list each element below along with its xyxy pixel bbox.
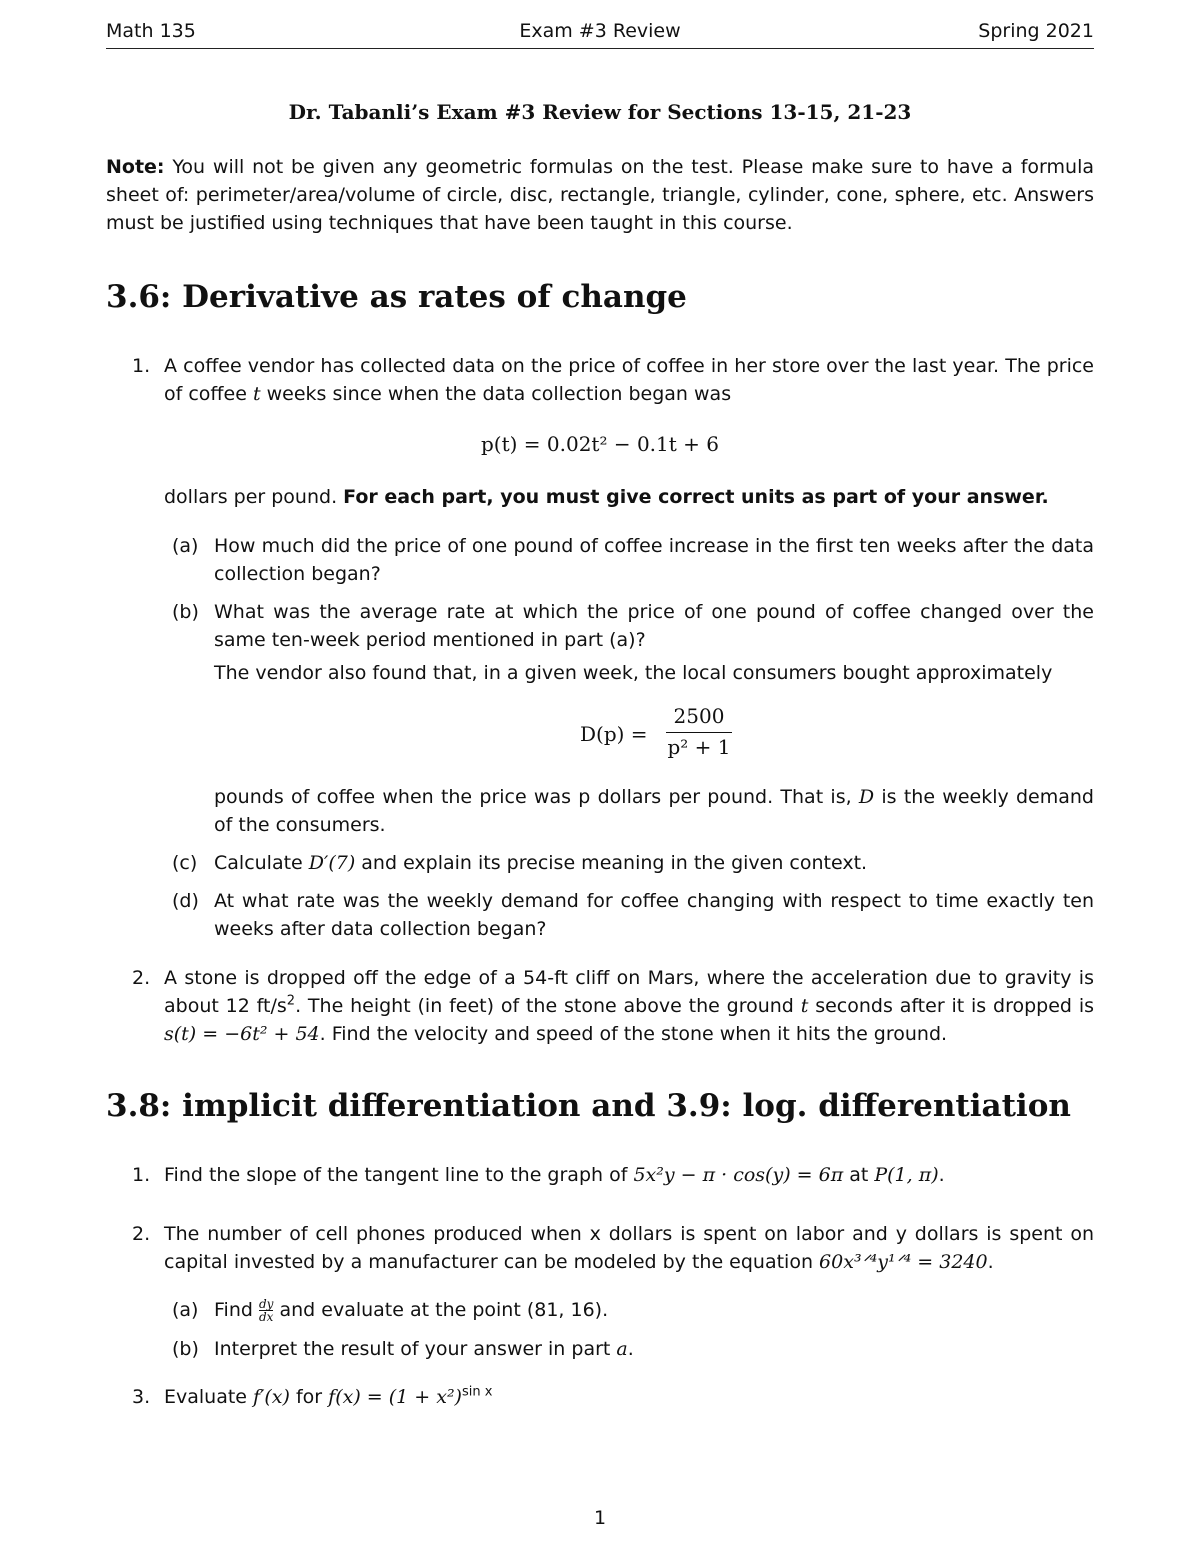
units-plain: dollars per pound. [164, 486, 344, 508]
running-header [106, 18, 1094, 49]
part-label: (b) [172, 1338, 199, 1360]
header-title: Exam #3 Review [519, 20, 681, 42]
price-equation: p(t) = 0.02t² − 0.1t + 6 [480, 432, 720, 456]
problem-3-8-3 [106, 1383, 1094, 1411]
production-expr: 60x³ᐟ⁴y¹ᐟ⁴ = 3240 [819, 1251, 988, 1273]
part-label: (d) [172, 890, 199, 912]
problem-number: 3. [132, 1386, 151, 1408]
phones-text-post: . [987, 1251, 994, 1273]
problem-3-6-2 [106, 964, 1094, 1048]
part-label: (a) [172, 1299, 199, 1321]
pounds-paragraph [214, 783, 1094, 839]
pounds-text-b: is the weekly demand of the consumers. [214, 786, 1094, 836]
demand-lhs: D(p) = [580, 722, 648, 746]
stone-text-b: . The height (in feet) of the stone above the ground [295, 995, 801, 1017]
section-heading-3-8: 3.8: implicit differentiation and 3.9: log. differentiation [106, 1088, 1071, 1124]
part-1b [106, 598, 1094, 654]
problem-3-6-1 [106, 352, 1094, 408]
problem-number: 2. [132, 967, 151, 989]
part-1d [106, 887, 1094, 943]
fraction-bar [666, 732, 732, 733]
vendor-paragraph: The vendor also found that, in a given week, the local consumers bought approximately [214, 662, 1053, 684]
stone-text-d: . Find the velocity and speed of the stone when it hits the ground. [319, 1023, 948, 1045]
exponent: sin x [461, 1384, 493, 1400]
evaluate-text-pre: Evaluate [164, 1386, 254, 1408]
phones-text: The number of cell phones produced when x dollars is spent on labor and y dollars is spent on capital invested by a manufacturer can be modeled by the equation [164, 1223, 1094, 1273]
part-text-pre: Interpret the result of your answer in part [214, 1338, 617, 1360]
dy-dx-fraction [259, 1298, 273, 1323]
part-2a [106, 1296, 1094, 1324]
part-text: How much did the price of one pound of coffee increase in the first ten weeks after the data collection began? [214, 535, 1094, 585]
part-text: What was the average rate at which the price of one pound of coffee changed over the same ten-week period mentioned in part (a)? [214, 601, 1094, 651]
part-label: (b) [172, 601, 199, 623]
units-paragraph [164, 483, 1094, 511]
evaluate-text-mid: for [289, 1386, 329, 1408]
header-term: Spring 2021 [978, 20, 1094, 42]
height-expr: s(t) = −6t² + 54 [164, 1023, 320, 1045]
problem-number: 2. [132, 1223, 151, 1245]
units-bold: For each part, you must give correct units as part of your answer. [343, 486, 1049, 508]
header-course: Math 135 [106, 20, 196, 42]
implicit-expr: 5x²y − π · cos(y) = 6π [633, 1164, 844, 1186]
demand-fraction [666, 704, 732, 759]
part-text: At what rate was the weekly demand for coffee changing with respect to time exactly ten weeks after data collection began? [214, 890, 1094, 940]
section-heading-3-6: 3.6: Derivative as rates of change [106, 279, 687, 315]
part-2b [106, 1335, 1094, 1363]
var-D: D [858, 786, 875, 808]
fraction-denominator: p² + 1 [667, 735, 731, 759]
part-text-pre: Calculate [214, 852, 309, 874]
part-label: (c) [172, 852, 198, 874]
problem-intro-b: weeks since when the data collection began was [260, 383, 732, 405]
problem-3-8-2 [106, 1220, 1094, 1276]
var-t: t [800, 995, 809, 1017]
problem-3-8-1 [106, 1161, 1094, 1189]
stone-text-c: seconds after it is dropped is [808, 995, 1095, 1017]
exponent: 2 [286, 993, 296, 1009]
note-paragraph [106, 153, 1094, 237]
part-text-post: . [627, 1338, 634, 1360]
stone-text-a: A stone is dropped off the edge of a 54-ft cliff on Mars, where the acceleration due to gravity is about 12 ft/s [164, 967, 1094, 1017]
problem-number: 1. [132, 1164, 151, 1186]
note-label: Note: [106, 156, 165, 178]
fraction-denominator: dx [258, 1310, 274, 1324]
var-t: t [252, 383, 261, 405]
part-label: (a) [172, 535, 199, 557]
var-a: a [616, 1338, 628, 1360]
part-1a [106, 532, 1094, 588]
fraction-numerator: 2500 [673, 704, 725, 728]
slope-text-mid: at [843, 1164, 875, 1186]
function-expr: f(x) = (1 + x²) [328, 1386, 462, 1408]
note-text: You will not be given any geometric formulas on the test. Please make sure to have a formula sheet of: perimeter/area/volume of circle, disc, rectangle, triangle, cylinder, cone, sphere, etc. Answers must be justified using techniques that have been taught in this course. [106, 156, 1094, 234]
derivative-expr: f′(x) [253, 1386, 290, 1408]
fraction-numerator: dy [258, 1297, 274, 1311]
part-text-post: and evaluate at the point (81, 16). [273, 1299, 609, 1321]
problem-intro-a: A coffee vendor has collected data on the price of coffee in her store over the last year. The price of coffee [164, 355, 1094, 405]
slope-text-pre: Find the slope of the tangent line to the graph of [164, 1164, 634, 1186]
document-title: Dr. Tabanli’s Exam #3 Review for Sections 13-15, 21-23 [288, 100, 912, 124]
page-number: 1 [593, 1507, 607, 1529]
part-1c [106, 849, 1094, 877]
point-expr: P(1, π) [874, 1164, 939, 1186]
part-text-pre: Find [214, 1299, 259, 1321]
derivative-expr: D′(7) [308, 852, 356, 874]
slope-text-post: . [938, 1164, 945, 1186]
pounds-text-a: pounds of coffee when the price was p dollars per pound. That is, [214, 786, 859, 808]
problem-number: 1. [132, 355, 151, 377]
part-text-post: and explain its precise meaning in the given context. [355, 852, 868, 874]
